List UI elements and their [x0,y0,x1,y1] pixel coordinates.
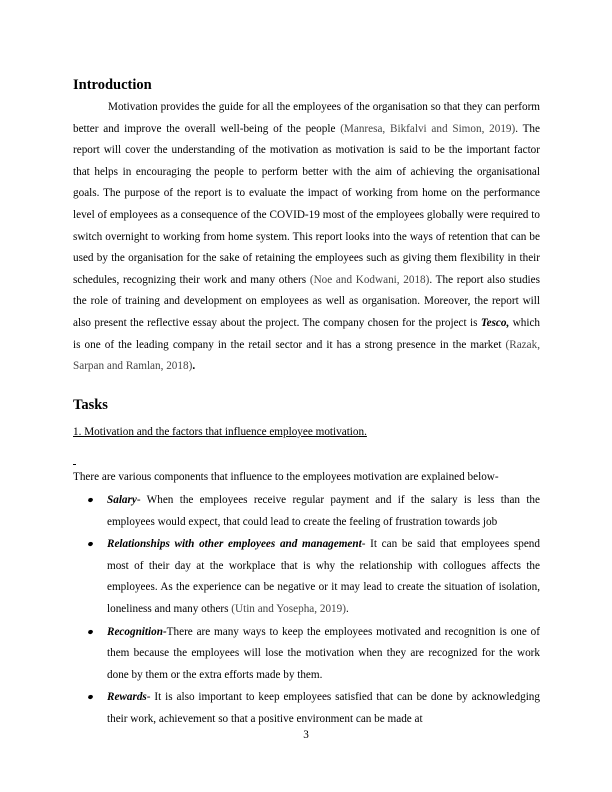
intro-text-5: . [192,360,196,373]
page-number: 3 [303,729,309,741]
intro-text-4: which is one of the leading company in the retail sector and it has a strong presence in the market [73,316,541,351]
intro-text-2: . The report will cover the understanding of the motivation as motivation is said to be the important factor that helps in encouraging the people to perform better with the aim of achieving the organisational goals. The purpose of the report is to evaluate the impact of working from home on the performance level of employees as a consequence of the COVID-19 most of the employees globally were required to switch overnight to working from home system. This report looks into the ways of retention that can be used by the organisation for the sake of retaining the employees such as giving them flexibility in their schedules, recognizing their work and many others [73,122,540,286]
bullet-icon [87,541,93,547]
factor-description: - It can be said that employees spend most of their day at the workplace that is why the relationship with collogues affects the employees. As the experience can be negative or it may lead to create the situation of isolation, loneliness and many others [107,538,540,615]
factor-term: Recognition- [107,625,167,638]
factor-description: - When the employees receive regular payment and if the salary is less than the employees would expect, that could lead to create the feeling of frustration towards job [107,494,540,528]
factor-description-tail: . [345,602,349,615]
citation-noe: (Noe and Kodwani, 2018) [309,273,430,286]
introduction-heading: Introduction [73,77,152,93]
list-item-rewards [107,687,540,730]
factor-description: There are many ways to keep the employees motivated and recognition is one of them because the employees will lose the motivation when they are recognized for the work done by them or the extra efforts made by them. [107,625,540,681]
stray-underline-mark [73,464,76,465]
task-1-subheading: 1. Motivation and the factors that influence employee motivation. [73,426,367,438]
motivation-lead-in: There are various components that influence to the employees motivation are explained below- [73,471,499,483]
bullet-icon [87,497,93,503]
citation-manresa: (Manresa, Bikfalvi and Simon, 2019) [340,122,516,135]
list-item-salary [107,490,540,533]
bullet-icon [87,629,93,635]
factor-term: Salary [107,494,137,506]
list-item-relationships [107,534,540,620]
citation-utin: (Utin and Yosepha, 2019) [231,602,346,615]
factor-term: Rewards [107,691,147,704]
introduction-paragraph [73,97,540,378]
tasks-heading: Tasks [73,397,108,413]
intro-text-3: . The report also studies the role of training and development on employees as well as organisation. Moreover, the report will also present the reflective essay about the project. The company chosen for the project is [73,273,540,329]
intro-text-1: Motivation provides the guide for all the employees of the organisation so that they can perform better and improve the overall well-being of the people [73,101,540,135]
citation-razak: (Razak, Sarpan and Ramlan, 2018) [73,338,540,373]
factor-description: - It is also important to keep employees satisfied that can be done by acknowledging their work, achievement so that a positive environment can be made at [107,691,540,725]
bullet-icon [87,694,93,700]
factor-term: Relationships with other employees and management [107,538,362,551]
company-name: Tesco, [480,316,510,329]
motivation-factors-list [107,490,540,732]
list-item-recognition [107,622,540,687]
